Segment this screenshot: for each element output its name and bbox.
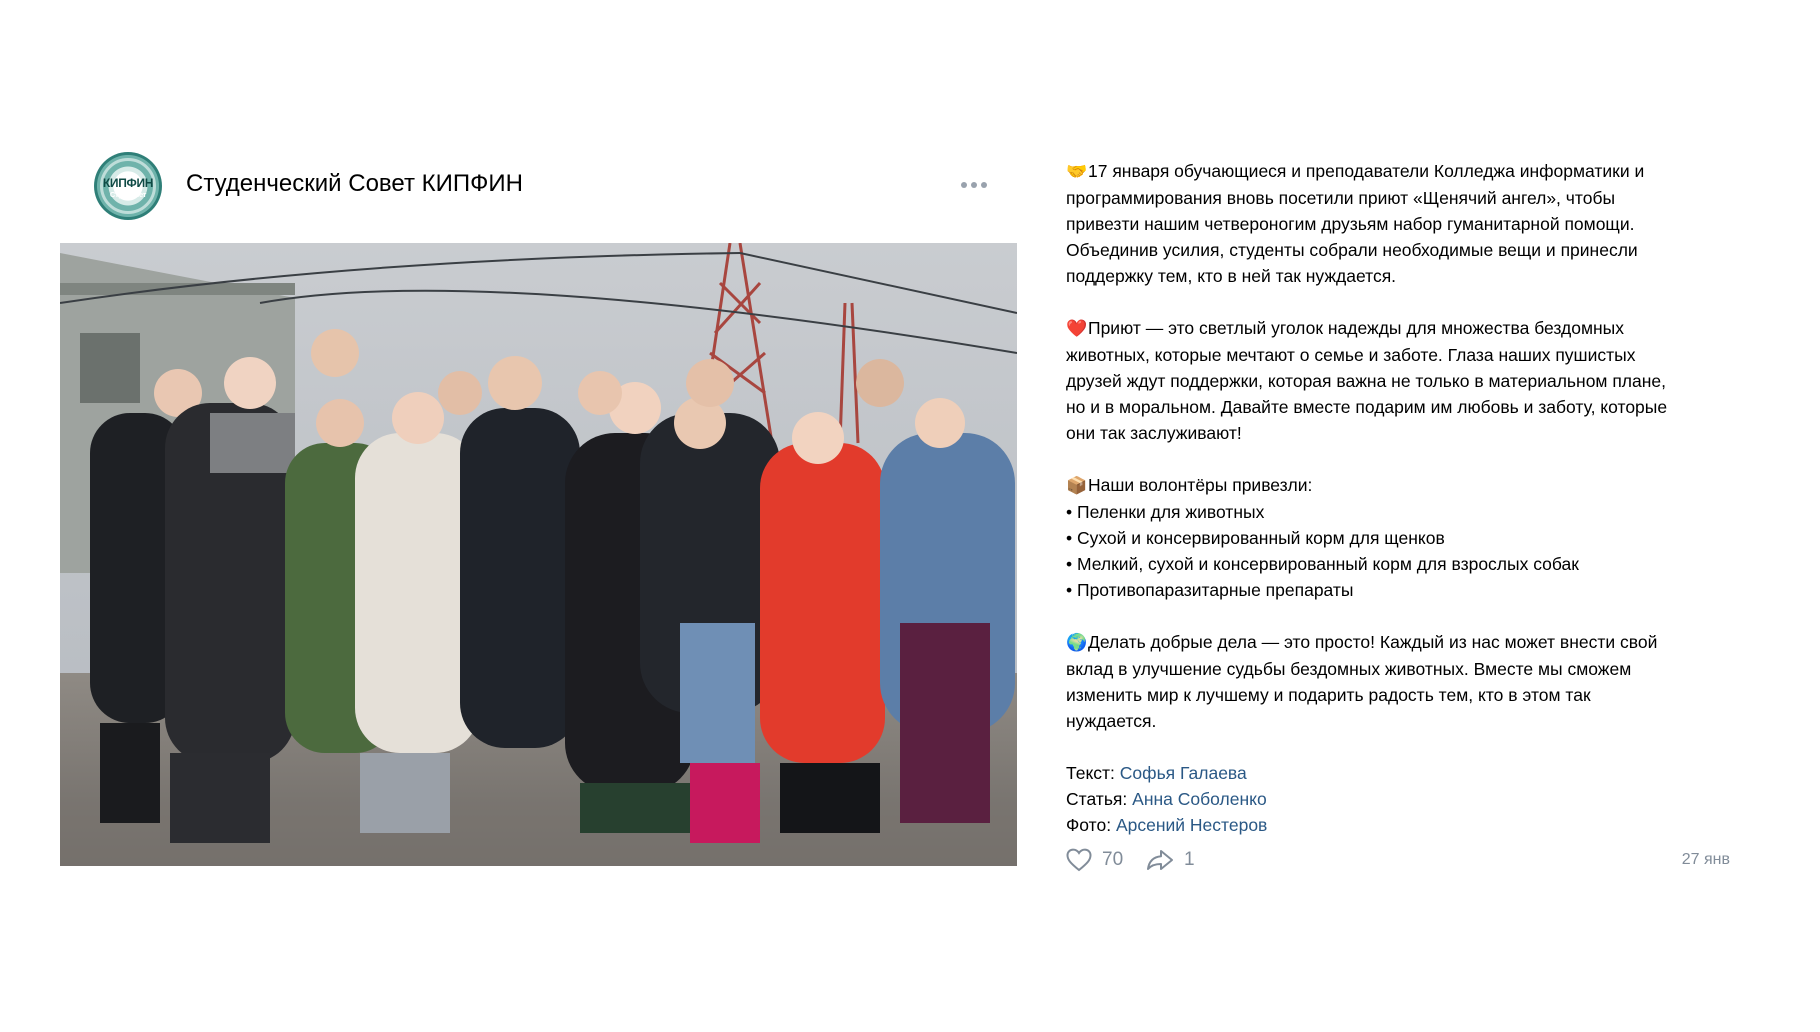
paragraph-text: программирования вновь посетили приют «Щенячий ангел», чтобы (1066, 188, 1616, 208)
post-date[interactable]: 27 янв (1681, 851, 1730, 868)
avatar[interactable] (94, 152, 162, 220)
credit-link-text-author[interactable]: Софья Галаева (1119, 763, 1247, 783)
logo-sub-text: Студсовет (109, 190, 147, 199)
post-footer (1066, 845, 1730, 875)
paragraph-text: вклад в улучшение судьбы бездомных животных. Вместе мы сможем (1066, 659, 1632, 679)
list-item: • Пеленки для животных (1066, 502, 1265, 522)
more-options-button[interactable] (954, 168, 994, 202)
paragraph-1 (1066, 158, 1746, 289)
list-item: • Противопаразитарные препараты (1066, 580, 1354, 600)
paragraph-text: Приют — это светлый уголок надежды для множества бездомных (1088, 318, 1625, 338)
paragraph-3 (1066, 472, 1746, 603)
share-button[interactable] (1146, 845, 1195, 875)
shares-count: 1 (1184, 849, 1195, 870)
paragraph-text: нуждается. (1066, 711, 1157, 731)
paragraph-text: изменить мир к лучшему и подарить радость тем, кто в этом так (1066, 685, 1591, 705)
paragraph-text: Делать добрые дела — это просто! Каждый из нас может внести свой (1088, 632, 1658, 652)
credit-article (1066, 786, 1746, 812)
paragraph-text: но и в моральном. Давайте вместе подарим им любовь и заботу, которые (1066, 397, 1668, 417)
paragraph-text: 17 января обучающиеся и преподаватели Колледжа информатики и (1088, 161, 1645, 181)
paragraph-4 (1066, 629, 1746, 734)
globe-icon: 🌍 (1066, 633, 1088, 652)
more-horizontal-icon (961, 182, 967, 188)
credit-label: Фото: (1066, 815, 1112, 835)
post-photo[interactable] (60, 243, 1017, 866)
group-photo (60, 243, 1017, 866)
package-icon: 📦 (1066, 476, 1088, 495)
credit-photo (1066, 812, 1746, 838)
list-item: • Сухой и консервированный корм для щенков (1066, 528, 1445, 548)
post-header (94, 150, 1014, 220)
more-horizontal-icon (971, 182, 977, 188)
paragraph-text: поддержку тем, кто в ней так нуждается. (1066, 266, 1397, 286)
paragraph-text: Объединив усилия, студенты собрали необходимые вещи и принесли (1066, 240, 1638, 260)
post-text (1066, 158, 1746, 838)
paragraph-line (1066, 472, 1746, 499)
credits (1066, 760, 1746, 838)
credit-text (1066, 760, 1746, 786)
heart-icon (1066, 848, 1092, 872)
paragraph-2 (1066, 315, 1746, 446)
list-item: • Мелкий, сухой и консервированный корм для взрослых собак (1066, 554, 1579, 574)
paragraph-line (1066, 629, 1746, 656)
share-arrow-icon (1146, 848, 1174, 872)
more-horizontal-icon (981, 182, 987, 188)
credit-label: Текст: (1066, 763, 1115, 783)
like-button[interactable] (1066, 845, 1123, 875)
heart-emoji-icon: ❤️ (1066, 319, 1088, 338)
credit-link-photographer[interactable]: Арсений Нестеров (1115, 815, 1268, 835)
paragraph-text: друзей ждут поддержки, которая важна не только в материальном плане, (1066, 371, 1666, 391)
credit-link-article-author[interactable]: Анна Соболенко (1132, 789, 1267, 809)
paragraph-text: они так заслуживают! (1066, 423, 1242, 443)
paragraph-text: привезти нашим четвероногим друзьям набор гуманитарной помощи. (1066, 214, 1635, 234)
handshake-icon: 🤝 (1066, 162, 1088, 181)
author-name[interactable]: Студенческий Совет КИПФИН (186, 170, 523, 197)
credit-label: Статья: (1066, 789, 1128, 809)
likes-count: 70 (1102, 849, 1124, 870)
logo-main-text: КИПФИН (102, 176, 154, 190)
paragraph-line (1066, 158, 1746, 185)
paragraph-text: животных, которые мечтают о семье и заботе. Глаза наших пушистых (1066, 345, 1636, 365)
paragraph-line (1066, 315, 1746, 342)
paragraph-text: Наши волонтёры привезли: (1088, 475, 1313, 495)
